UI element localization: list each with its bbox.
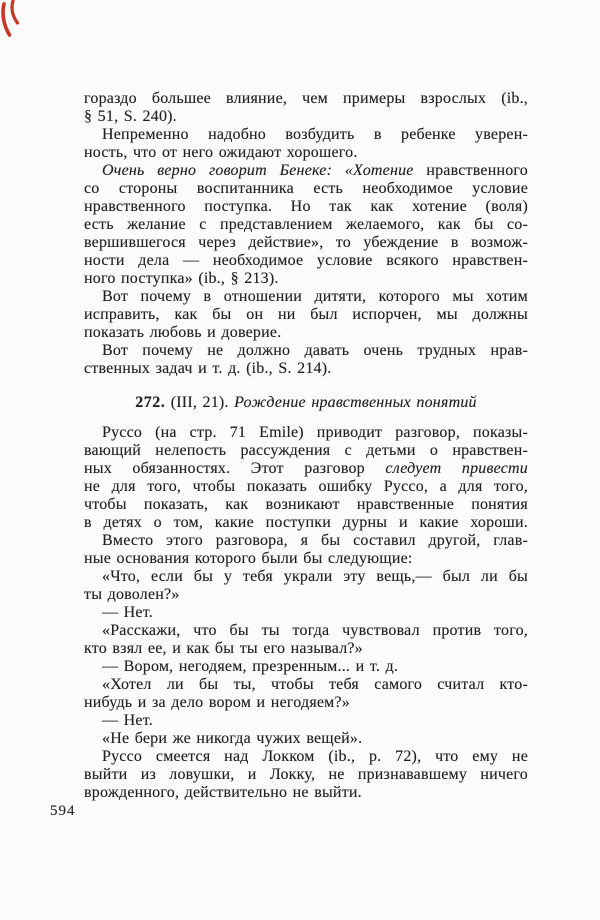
text-line: Вот почему не должно давать очень трудных нрав-: [102, 342, 528, 359]
page-number: 594: [50, 803, 76, 819]
pen-stroke: [3, 4, 9, 35]
text-line: кто взял ее, и как бы ты его называл?»: [84, 640, 363, 657]
text-line: ного поступка» (ib., § 213).: [84, 270, 279, 287]
text-line: выйти из ловушки, и Локку, не признававшему ничего: [84, 766, 528, 783]
section-heading: [84, 394, 528, 412]
text-line: чтобы показать, как возникают нравственные понятия: [84, 496, 528, 513]
text-line: ты доволен?»: [84, 586, 180, 603]
text-line: Вместо этого разговора, я бы составил другой, глав-: [102, 532, 528, 549]
text-line: исправить, как бы он ни был испорчен, мы должны: [84, 306, 528, 323]
text-line: § 51, S. 240).: [84, 108, 177, 125]
text-line: в детях о том, какие поступки дурны и какие хороши.: [84, 514, 528, 531]
text-line: нравственного поступка. Но так как хотение (воля): [84, 198, 528, 215]
text-line: показать любовь и доверие.: [84, 324, 282, 341]
text-line: [84, 162, 528, 180]
italic-fragment: Очень верно говорит Бенеке: «Хотение: [102, 162, 414, 179]
text-line: ственных задач и т. д. (ib., S. 214).: [84, 360, 332, 377]
text-line: Руссо (на стр. 71 Emile) приводит разговор, показы-: [102, 424, 528, 441]
text-line: [84, 460, 528, 478]
section-title: Рождение нравственных понятий: [234, 394, 477, 411]
text-line: «Не бери же никогда чужих вещей».: [102, 730, 363, 747]
text-line: Вот почему в отношении дитяти, которого мы хотим: [102, 288, 528, 305]
text-line: ность, что от него ожидают хорошего.: [84, 144, 358, 161]
text-line: «Что, если бы у тебя украли эту вещь,— был ли бы: [102, 568, 528, 585]
text-line: со стороны воспитанника есть необходимое условие: [84, 180, 528, 197]
roman-fragment: ных обязанностях. Этот разговор: [84, 460, 386, 477]
text-line: есть желание с представлением желаемого, как бы со-: [84, 216, 528, 233]
text-line: вающий нелепость рассуждения с детьми о нравствен-: [84, 442, 528, 459]
text-line: ности дела — необходимое условие всякого нравствен-: [84, 252, 528, 269]
pen-stroke: [12, 1, 17, 23]
text-line: врожденного, действительно не выйти.: [84, 784, 362, 801]
dialogue-line: — Вором, негодяем, презренным... и т. д.: [102, 658, 399, 675]
italic-fragment: следует привести: [385, 460, 528, 477]
text-line: Руссо смеется над Локком (ib., p. 72), что ему не: [102, 748, 528, 765]
page-text-column: [84, 90, 528, 802]
text-line: ные основания которого были бы следующие:: [84, 550, 413, 567]
text-line: Непременно надобно возбудить в ребенке уверен-: [102, 126, 528, 143]
text-line: не для того, чтобы показать ошибку Руссо, а для того,: [84, 478, 528, 495]
dialogue-line: — Нет.: [102, 712, 153, 729]
text-line: «Хотел ли бы ты, чтобы тебя самого считал кто-: [102, 676, 528, 693]
section-reference: (III, 21).: [165, 394, 235, 411]
red-pen-mark-icon: [0, 0, 26, 44]
section-number: 272.: [135, 394, 166, 411]
dialogue-line: — Нет.: [102, 604, 153, 621]
text-line: нибудь и за дело вором и негодяем?»: [84, 694, 351, 711]
text-line: гораздо большее влияние, чем примеры взрослых (ib.,: [84, 90, 528, 107]
roman-fragment: нравственного: [413, 162, 528, 179]
text-line: «Расскажи, что бы ты тогда чувствовал против того,: [102, 622, 528, 639]
text-line: вершившегося через действие», то убеждение в возмож-: [84, 234, 528, 251]
